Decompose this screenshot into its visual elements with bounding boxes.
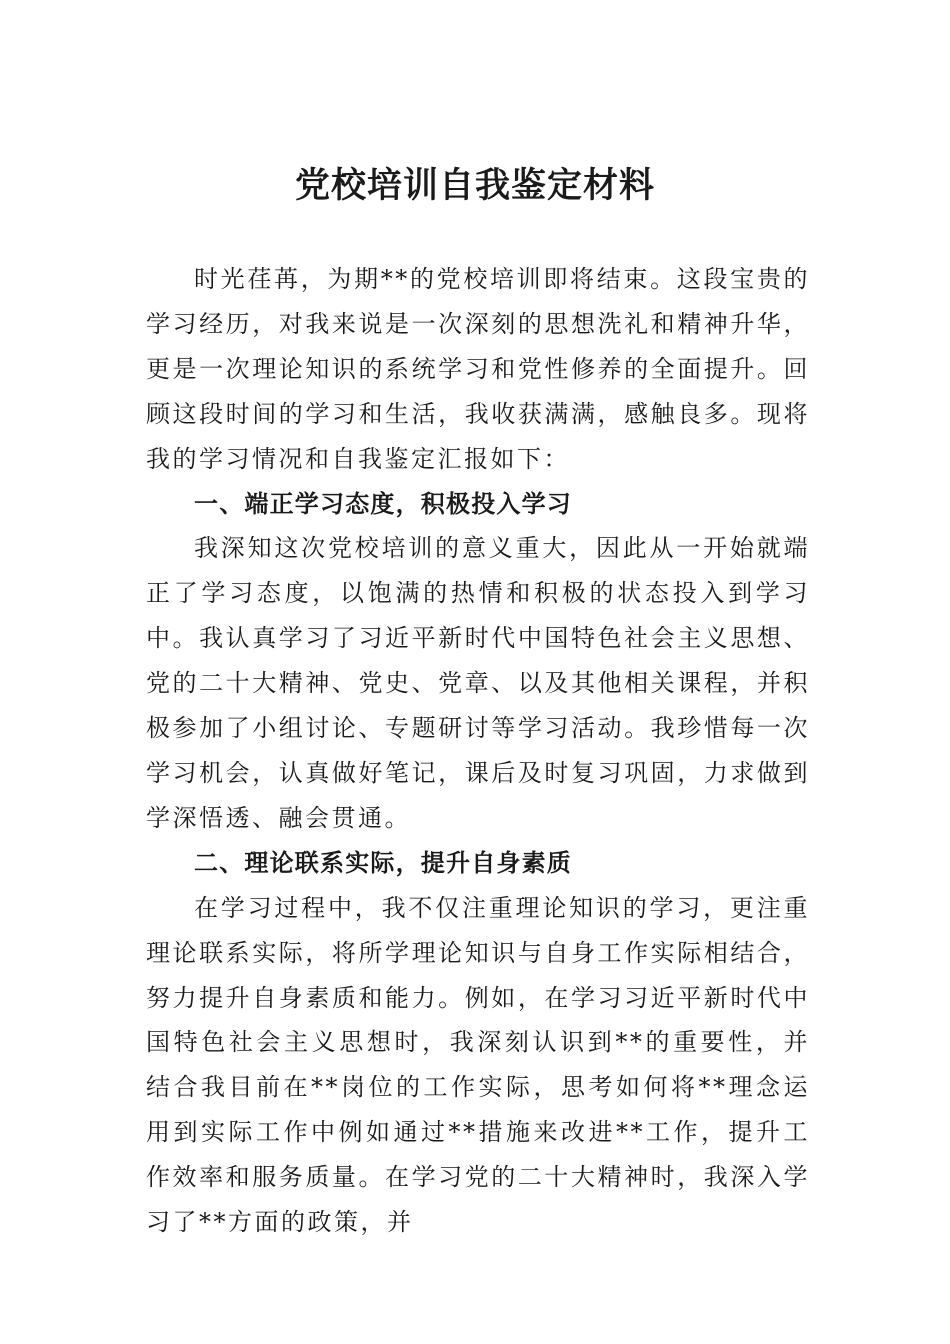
section-1-heading: 一、端正学习态度，积极投入学习 [194,489,572,518]
intro-paragraph: 时光荏苒，为期**的党校培训即将结束。这段宝贵的学习经历，对我来说是一次深刻的思想洗礼和精神升华，更是一次理论知识的系统学习和党性修养的全面提升。回顾这段时间的学习和生活，我收获满满，感触良多。现将我的学习情况和自我鉴定汇报如下： [146,265,810,473]
section-2-paragraph: 在学习过程中，我不仅注重理论知识的学习，更注重理论联系实际，将所学理论知识与自身工作实际相结合，努力提升自身素质和能力。例如，在学习习近平新时代中国特色社会主义思想时，我深刻认识到**的重要性，并结合我目前在**岗位的工作实际，思考如何将**理念运用到实际工作中例如通过**措施来改进**工作，提升工作效率和服务质量。在学习党的二十大精神时，我深入学习了**方面的政策，并 [146,893,810,1237]
document-title: 党校培训自我鉴定材料 [294,165,655,206]
document-body [146,257,810,1245]
section-2-heading: 二、理论联系实际，提升自身素质 [194,848,572,877]
section-1-paragraph: 我深知这次党校培训的意义重大，因此从一开始就端正了学习态度，以饱满的热情和积极的状态投入到学习中。我认真学习了习近平新时代中国特色社会主义思想、党的二十大精神、党史、党章、以及其他相关课程，并积极参加了小组讨论、专题研讨等学习活动。我珍惜每一次学习机会，认真做好笔记，课后及时复习巩固，力求做到学深悟透、融会贯通。 [146,534,810,832]
